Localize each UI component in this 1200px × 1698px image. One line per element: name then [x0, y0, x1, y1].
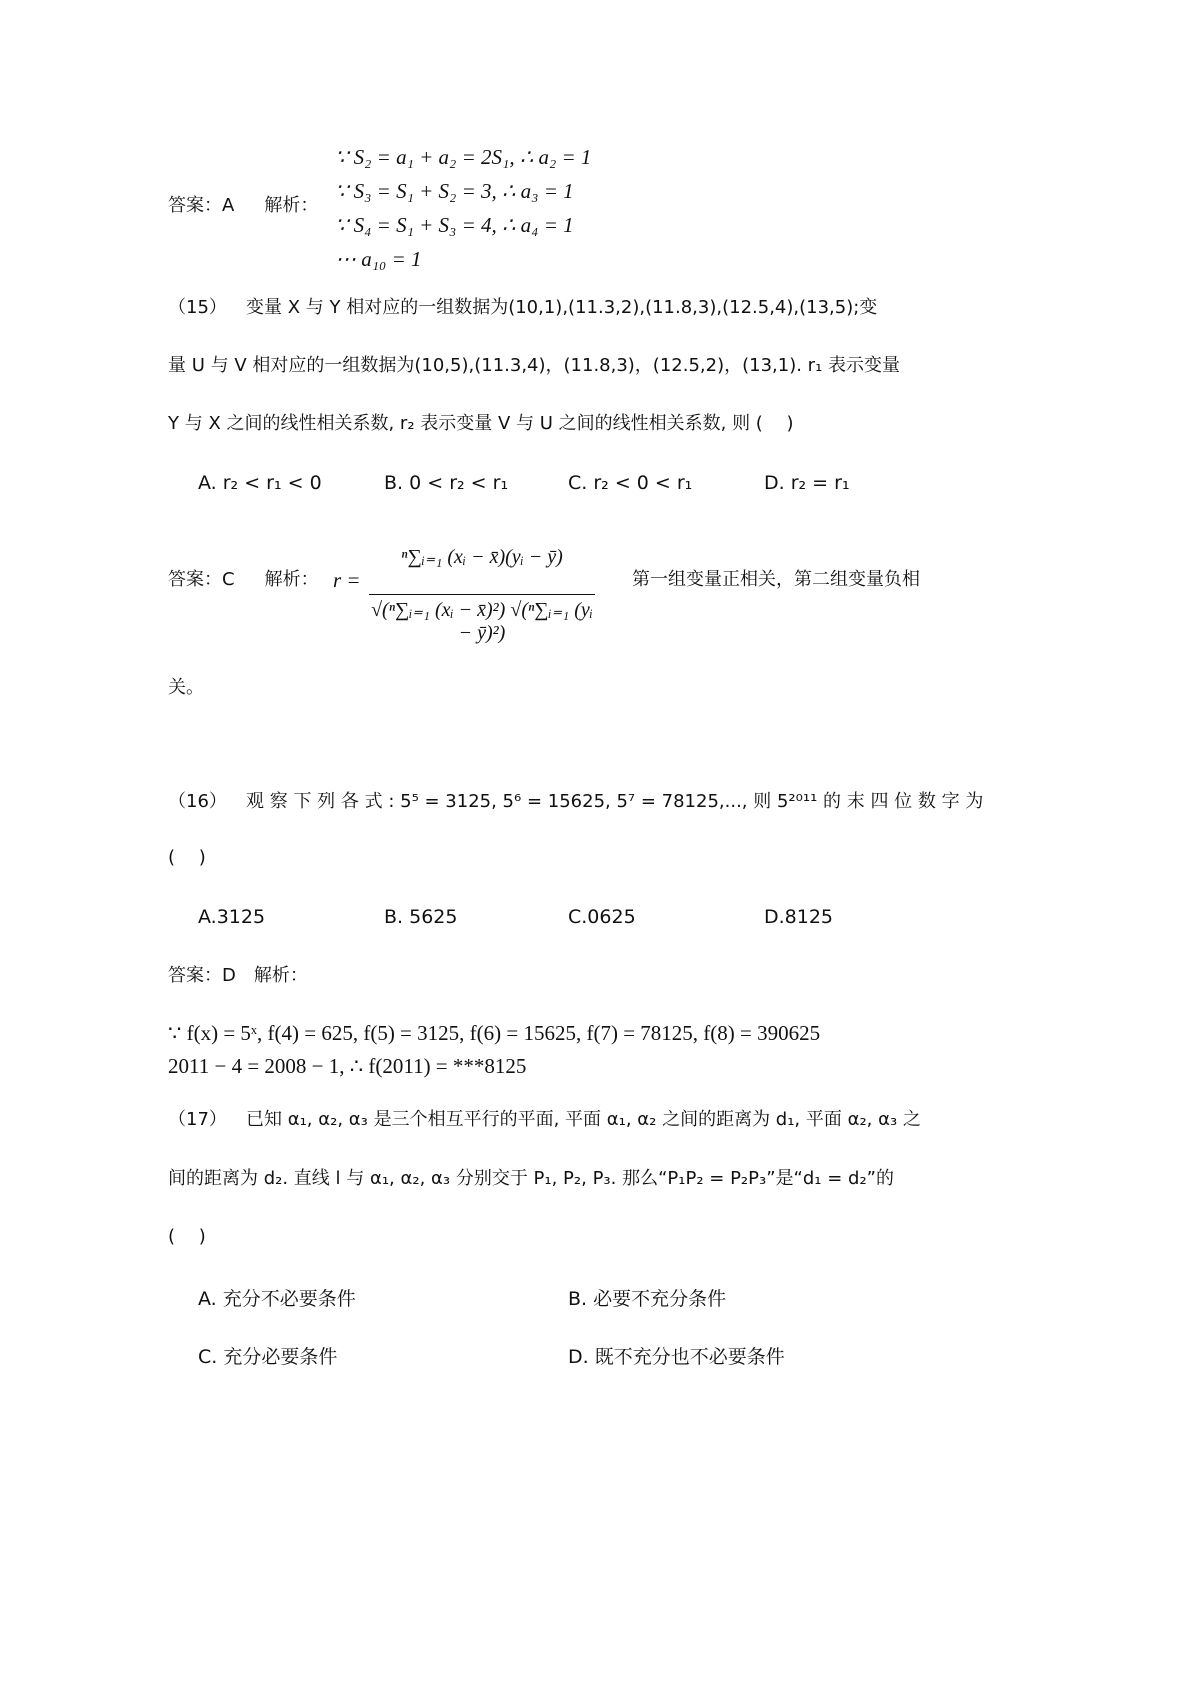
q15-explanation: 第一组变量正相关，第二组变量负相	[632, 569, 920, 590]
q17-option-d: D. 既不充分也不必要条件	[568, 1346, 785, 1368]
q16-option-c: C.0625	[568, 906, 636, 928]
q17-option-b: B. 必要不充分条件	[568, 1288, 727, 1310]
q16-option-b: B. 5625	[384, 906, 458, 928]
q17-number: （17）	[168, 1109, 227, 1130]
q15-line-2: 量 U 与 V 相对应的一组数据为(10,5),(11.3,4)，(11.8,3)，(12.5,2)，(13,1). r₁ 表示变量	[168, 355, 901, 376]
q17-option-a: A. 充分不必要条件	[198, 1288, 356, 1310]
q16-line-1: ∵ f(x) = 5ˣ, f(4) = 625, f(5) = 3125, f(6) = 15625, f(7) = 78125, f(8) = 390625	[168, 1021, 821, 1045]
q16-line-2: 2011 − 4 = 2008 − 1, ∴ f(2011) = ***8125	[168, 1054, 527, 1078]
formula-denominator: √(ⁿ∑ᵢ₌₁ (xᵢ − x̄)²) √(ⁿ∑ᵢ₌₁ (yᵢ − ȳ)²)	[371, 599, 593, 644]
q15-line-3: Y 与 X 之间的线性相关系数, r₂ 表示变量 V 与 U 之间的线性相关系数, 则 ( )	[168, 413, 794, 434]
q15-option-c: C. r₂ < 0 < r₁	[568, 472, 693, 494]
q14-line-4: ⋯ a₁₀ = 1	[335, 247, 422, 271]
q16-option-d: D.8125	[764, 906, 834, 928]
q16-option-a: A.3125	[198, 906, 266, 928]
q15-line-1: 变量 X 与 Y 相对应的一组数据为(10,1),(11.3,2),(11.8,3),(12.5,4),(13,5);变	[246, 297, 878, 318]
q16-answer: 答案：D 解析：	[168, 965, 308, 986]
q16-number: （16）	[168, 791, 227, 812]
q14-answer-label: 答案：A 解析：	[168, 195, 319, 216]
q15-option-a: A. r₂ < r₁ < 0	[198, 472, 322, 494]
q17-paren: ( )	[168, 1226, 206, 1247]
correlation-formula: r = ⁿ∑ᵢ₌₁ (xᵢ − x̄)(yᵢ − ȳ) √(ⁿ∑ᵢ₌₁ (xᵢ − x̄)²) √(ⁿ∑ᵢ₌₁ (yᵢ − ȳ)²)	[335, 530, 595, 645]
q14-line-3: ∵ S₄ = S₁ + S₃ = 4, ∴ a₄ = 1	[335, 213, 574, 237]
formula-numerator: ⁿ∑ᵢ₌₁ (xᵢ − x̄)(yᵢ − ȳ)	[401, 546, 563, 568]
q15-answer: 答案：C 解析：	[168, 569, 319, 590]
q14-line-2: ∵ S₃ = S₁ + S₂ = 3, ∴ a₃ = 1	[335, 179, 574, 203]
q15-explanation-cont: 关。	[168, 677, 204, 698]
q15-option-d: D. r₂ = r₁	[764, 472, 850, 494]
q17-line-1: 已知 α₁, α₂, α₃ 是三个相互平行的平面, 平面 α₁, α₂ 之间的距离为 d₁, 平面 α₂, α₃ 之	[246, 1109, 921, 1130]
q17-option-c: C. 充分必要条件	[198, 1346, 338, 1368]
q16-paren: ( )	[168, 847, 206, 868]
q15-option-b: B. 0 < r₂ < r₁	[384, 472, 509, 494]
q15-number: （15）	[168, 297, 227, 318]
q16-text: 观 察 下 列 各 式 : 5⁵ = 3125, 5⁶ = 15625, 5⁷ = 78125,..., 则 5²⁰¹¹ 的 末 四 位 数 字 为	[246, 791, 984, 812]
q14-line-1: ∵ S₂ = a₁ + a₂ = 2S₁, ∴ a₂ = 1	[335, 145, 592, 169]
q17-line-2: 间的距离为 d₂. 直线 l 与 α₁, α₂, α₃ 分别交于 P₁, P₂, P₃. 那么“P₁P₂ = P₂P₃”是“d₁ = d₂”的	[168, 1168, 895, 1189]
